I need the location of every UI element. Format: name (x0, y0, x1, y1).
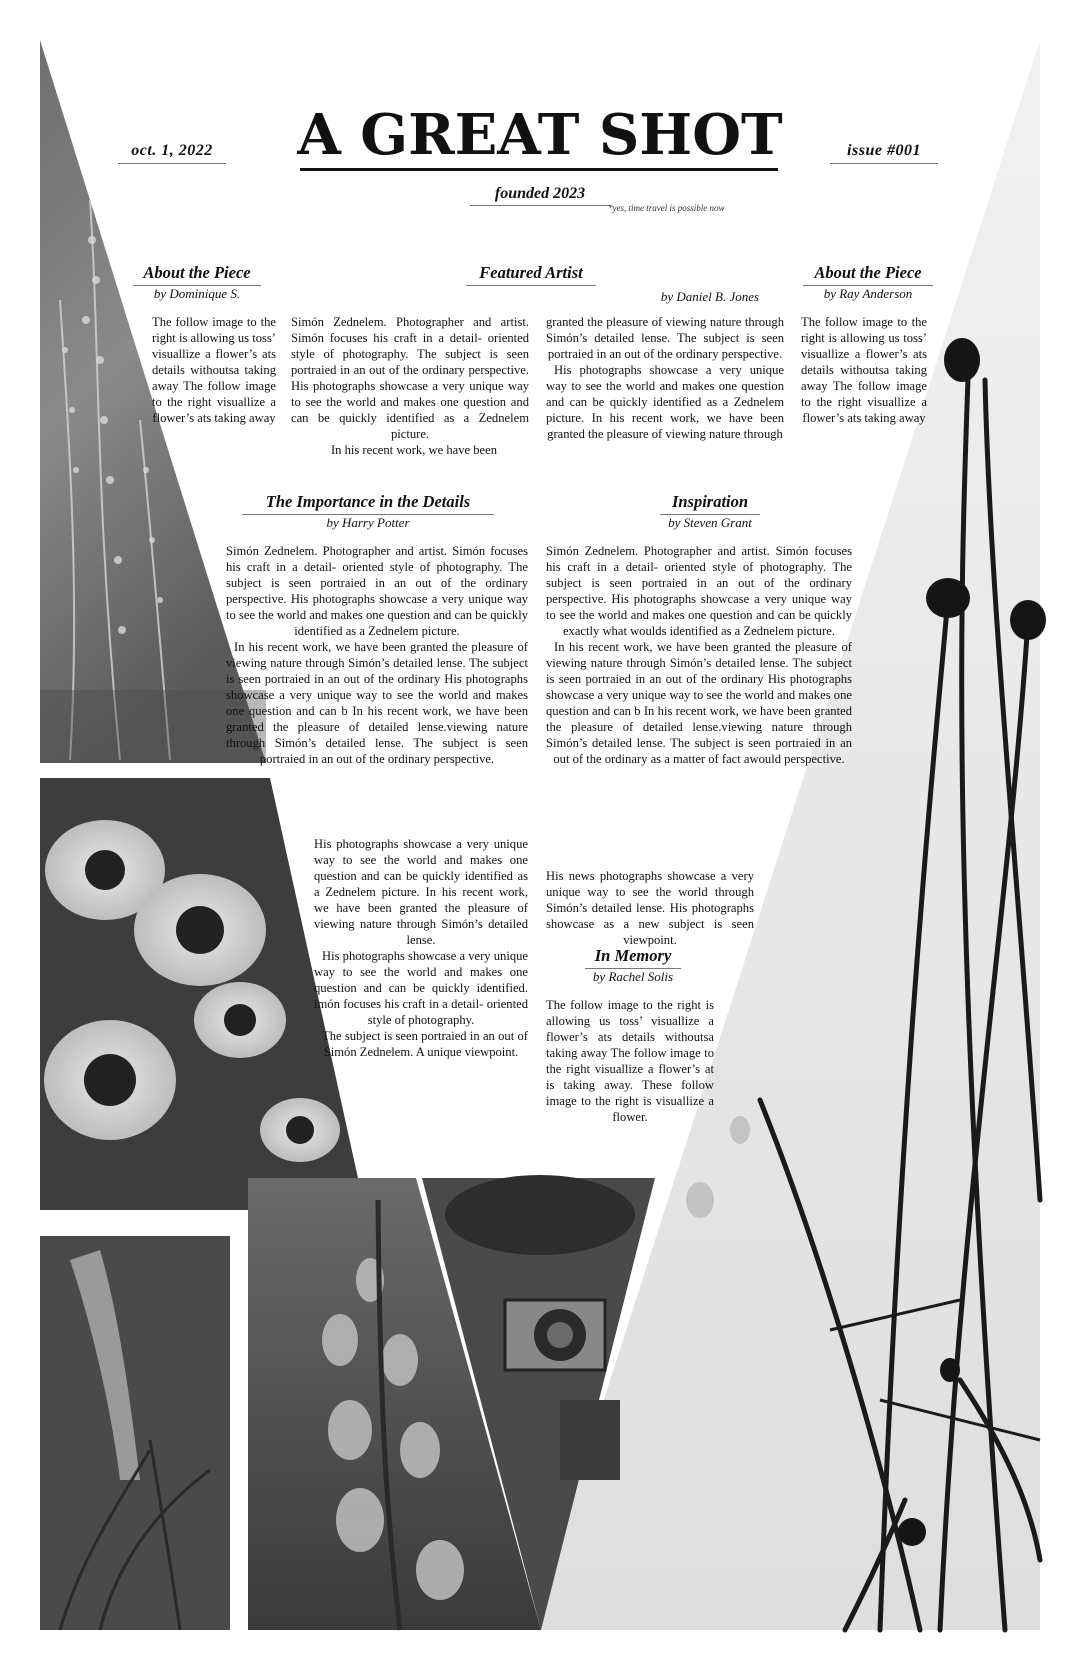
inspiration-paragraph: Simón Zednelem. Photographer and artist. Simón focuses his craft in a detail- oriented style of photography. The subject is seen portraied in an out of the ordinary perspective. His photographs showcase a very unique way to see the world and makes one question and can be quickly exactly what woulds identified as a Zednelem picture. (546, 544, 852, 638)
memory-byline: by Rachel Solis (592, 969, 674, 984)
about-left-byline: by Dominique S. (153, 286, 241, 301)
about-left-paragraph: The follow image to the right is allowing us toss’ visuallize a flower’s ats details withoutsa taking away The follow image to the right visuallize a flower’s ats taking away (152, 315, 276, 425)
importance-paragraph: In his recent work, we have been granted the pleasure of viewing nature through Simón’s detailed lense. The subject is seen portraied in an out of the ordinary His photographs showcase a very unique way to see the world and makes one question and can b In his recent work, we have been granted the pleasure of detailed lense.viewing nature through Simón’s detailed lense. The subject is seen portraied in an out of the ordinary perspective. (226, 640, 528, 766)
inspiration-col-a (546, 543, 852, 767)
footnote: *yes, time travel is possible now (608, 203, 725, 213)
importance-col-b (314, 836, 528, 1060)
allium-silhouette-photo (530, 40, 1046, 1630)
founded-line: founded 2023 (470, 185, 610, 206)
memory-paragraph: The follow image to the right is allowing us toss’ visuallize a flower’s ats details withoutsa taking away The follow image to the right visuallize a flower’s at is taking away. These follow image to the right is visuallize a flower. (546, 998, 714, 1124)
issue-number: issue #001 (830, 142, 938, 164)
about-right-byline: by Ray Anderson (823, 286, 913, 301)
inspiration-heading: Inspiration (660, 492, 760, 515)
featured-paragraph: His photographs showcase a very unique way to see the world and makes one question and can be quickly identified as a Zednelem picture. In his recent work, we have been granted the pleasure of viewing nature through (546, 363, 784, 441)
importance-heading: The Importance in the Details (242, 492, 494, 515)
featured-byline: by Daniel B. Jones (660, 289, 760, 304)
importance-paragraph: Simón Zednelem. Photographer and artist. Simón focuses his craft in a detail- oriented style of photography. The subject is seen portraied in an out of the ordinary perspective. His photographs showcase a very unique way to see the world and makes one question and can be quickly identified as a Zednelem picture. (226, 544, 528, 638)
importance-byline: by Harry Potter (326, 515, 410, 530)
inspiration-col-b (546, 868, 754, 948)
featured-col2 (546, 314, 784, 442)
importance-col-a (226, 543, 528, 767)
featured-paragraph: Simón Zednelem. Photographer and artist. Simón focuses his craft in a detail- oriented style of photography. The subject is seen portraied in an out of the ordinary perspective. His photographs showcase a very unique way to see the world and makes one question and can be quickly identified as a Zednelem picture. (291, 315, 529, 441)
inspiration-byline: by Steven Grant (668, 515, 752, 530)
about-right-body (801, 314, 927, 426)
featured-col1 (291, 314, 529, 458)
issue-date: oct. 1, 2022 (118, 142, 226, 164)
featured-paragraph: In his recent work, we have been (330, 443, 498, 457)
about-left-body (152, 314, 276, 426)
importance-paragraph: His photographs showcase a very unique way to see the world and makes one question and can be quickly identified. imón focuses his craft in a detail- oriented style of photography. (314, 949, 529, 1027)
importance-paragraph: The subject is seen portraied in an out of Simón Zednelem. A unique viewpoint. (322, 1029, 528, 1059)
inspiration-paragraph: In his recent work, we have been granted the pleasure of viewing nature through Simón’s detailed lense. The subject is seen portraied in an out of the ordinary His photographs showcase a very unique way to see the world and makes one question and can b In his recent work, we have been granted the pleasure of detailed lense.viewing nature through Simón’s detailed lense. The subject is seen portraied in an out of the ordinary as a matter of fact awould perspective. (546, 640, 852, 766)
about-left-heading: About the Piece (133, 263, 261, 286)
about-right-paragraph: The follow image to the right is allowing us toss’ visuallize a flower’s ats details withoutsa taking away The follow image to the right visuallize a flower’s ats taking away (801, 315, 927, 425)
featured-paragraph: granted the pleasure of viewing nature through Simón’s detailed lense. The subject is seen portraied in an out of the ordinary perspective. (546, 315, 784, 361)
masthead-title: A GREAT SHOT (297, 102, 783, 168)
inspiration-paragraph: His news photographs showcase a very unique way to see the world through Simón’s detailed lense. His photographs showcase as a new subject is seen viewpoint. (546, 869, 754, 947)
blazing-star-photo (40, 1236, 230, 1630)
masthead-rule (300, 168, 778, 171)
featured-heading: Featured Artist (466, 263, 596, 286)
about-right-heading: About the Piece (803, 263, 933, 286)
memory-body (546, 997, 714, 1125)
importance-paragraph: His photographs showcase a very unique way to see the world and makes one question and can be quickly identified as a Zednelem picture. In his recent work, we have been granted the pleasure of viewing nature through Simón’s detailed lense. (314, 837, 528, 947)
memory-heading: In Memory (585, 946, 681, 969)
